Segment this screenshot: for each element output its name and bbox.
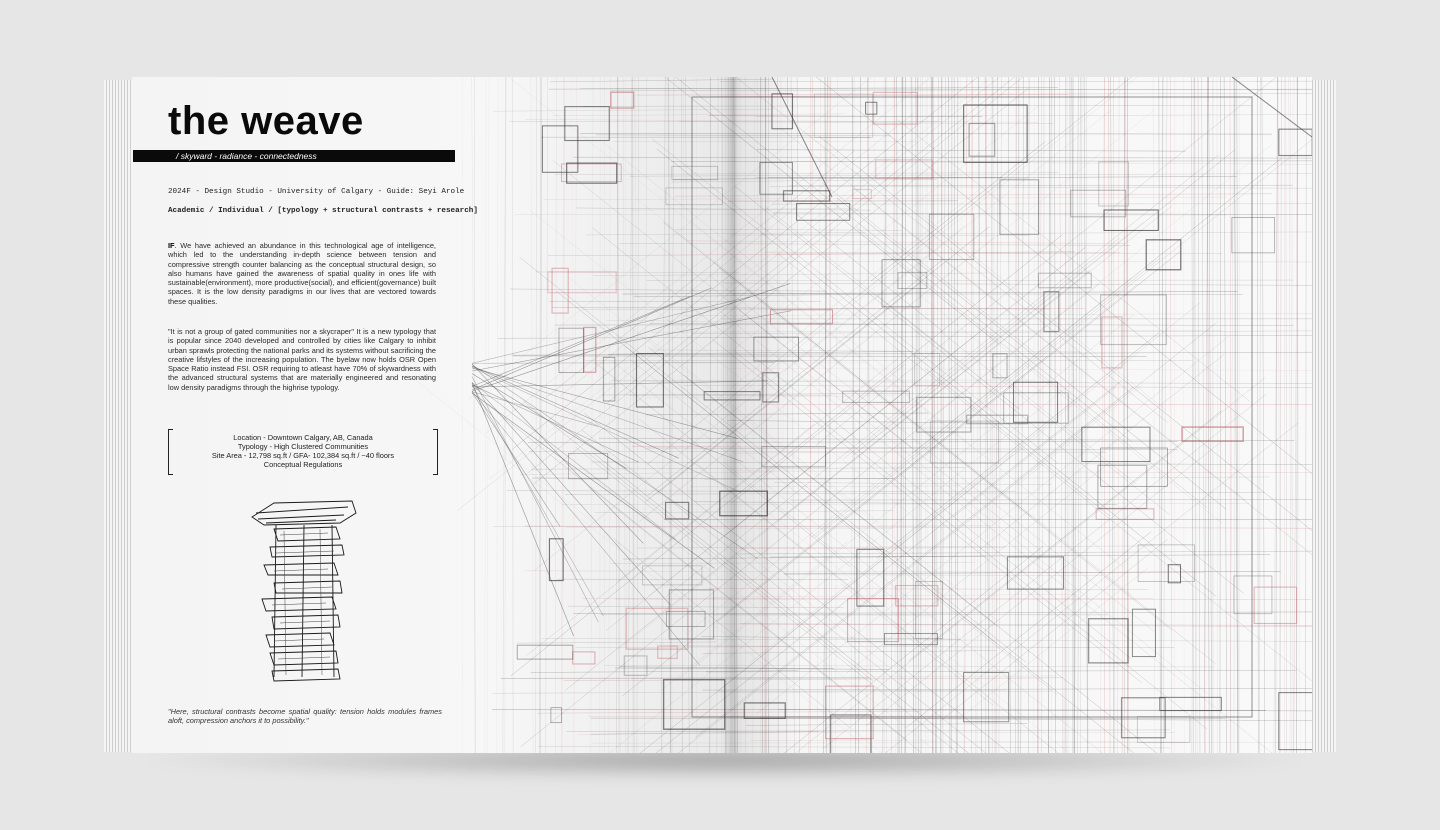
info-typology: Typology - High Clustered Communities [237,442,369,452]
spread-title: the weave [168,99,364,143]
right-page-edges [1310,80,1336,752]
left-page-edges [104,80,134,752]
project-info-box [168,429,438,473]
typology-paragraph: "It is not a group of gated communities nor a skycraper" It is a new typology that is popular since 2040 developed and controlled by cities like Calgary to inhibit urban sprawls protecting the national parks and its systems without sacrificing the creative lifstyles of the increasing population. The byelaw now holds OSR Open Space Ratio instead FSI. OSR requiring to atleast have 70% of skywardness with the advanced structural systems that are materially engineered and resonating low density paradigms through the highrise typology. [168,327,436,392]
intro-paragraph [168,241,436,306]
info-regulations: Conceptual Regulations [263,460,343,470]
info-lines [168,433,438,469]
wire-lines [411,77,1312,753]
info-site: Site Area - 12,798 sq.ft / GFA- 102,384 sq.ft / ~40 floors [211,451,395,461]
tagline: / skyward - radiance - connectedness [176,151,317,161]
open-book [104,77,1336,753]
info-location: Location - Downtown Calgary, AB, Canada [233,433,373,442]
project-category: Academic / Individual / [typology + structural contrasts + research] [168,207,478,215]
spine-gutter [722,77,740,753]
intro-body: . We have achieved an abundance in this technological age of intelligence, which led to the understanding in-depth science between tension and compressive strength counter balancing as the conceptual structural design, so also humans have gained the awareness of spatial quality in ones life with sustainable(environment), more productive(social), and efficient(governance) built spaces. It is the low density paradigms in our lives that are vectored towards these qualities. [168,241,436,306]
project-meta: 2024F - Design Studio - University of Calgary - Guide: Seyi Arole [168,188,465,196]
intro-lead: IF [168,241,175,250]
tower-sketch [244,495,364,685]
closing-quote: "Here, structural contrasts become spatial quality: tension holds modules frames aloft, compression anchors it to possibility." [168,707,442,726]
